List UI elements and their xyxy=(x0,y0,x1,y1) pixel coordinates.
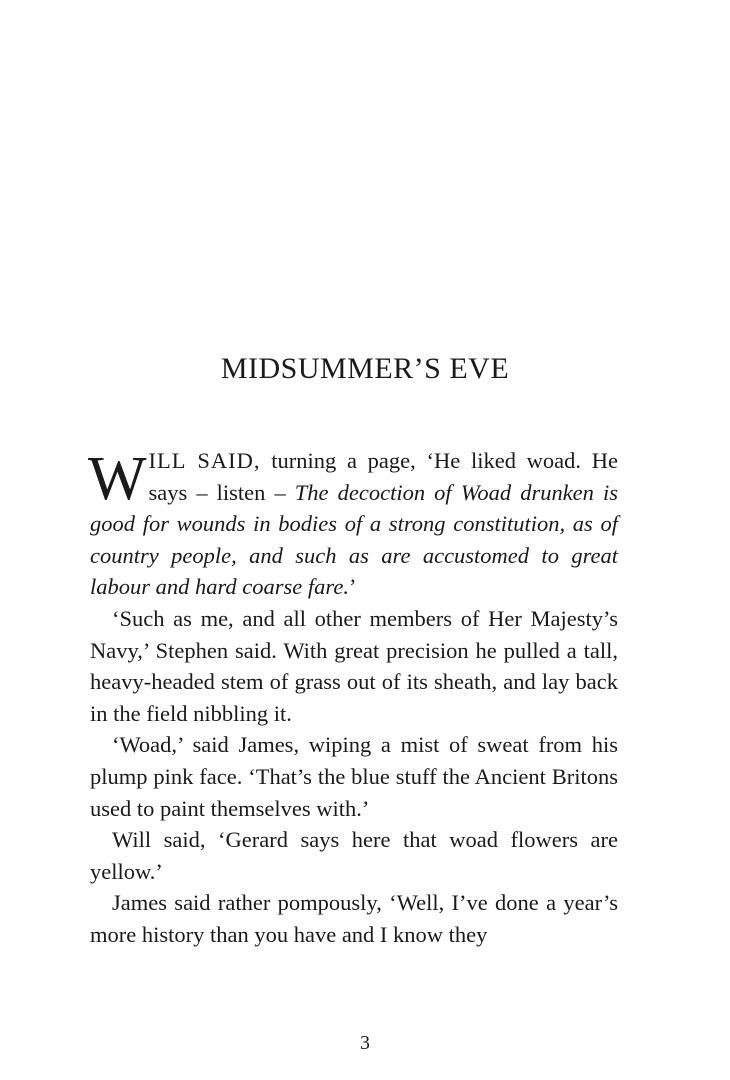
drop-cap: W xyxy=(88,445,147,513)
small-caps-lead: ILL SAID, xyxy=(148,448,261,473)
paragraph: James said rather pompously, ‘Well, I’ve done a year’s more history than you have and I know they xyxy=(90,890,618,947)
paragraph: Will said, ‘Gerard says here that woad flowers are yellow.’ xyxy=(90,827,618,884)
opening-paragraph xyxy=(90,445,618,603)
quoted-passage: The decoction of Woad drunken is good for wounds in bodies of a strong constitution, as of country people, and such as are accustomed to great labour and hard coarse fare. xyxy=(90,479,618,600)
paragraph: ‘Such as me, and all other members of Her Majesty’s Navy,’ Stephen said. With great precision he pulled a tall, heavy-headed stem of grass out of its sheath, and lay back in the field nibbling it. xyxy=(90,605,618,726)
chapter-title: MIDSUMMER’S EVE xyxy=(220,352,510,385)
closing-quote-mark: ’ xyxy=(348,574,357,600)
paragraph: ‘Woad,’ said James, wiping a mist of sweat from his plump pink face. ‘That’s the blue stuff the Ancient Britons used to paint themselves with.’ xyxy=(90,732,618,821)
body-text xyxy=(90,445,618,951)
opening-text: turning a page, ‘He liked woad. He says – listen – xyxy=(148,448,618,505)
page-number: 3 xyxy=(360,1032,370,1054)
